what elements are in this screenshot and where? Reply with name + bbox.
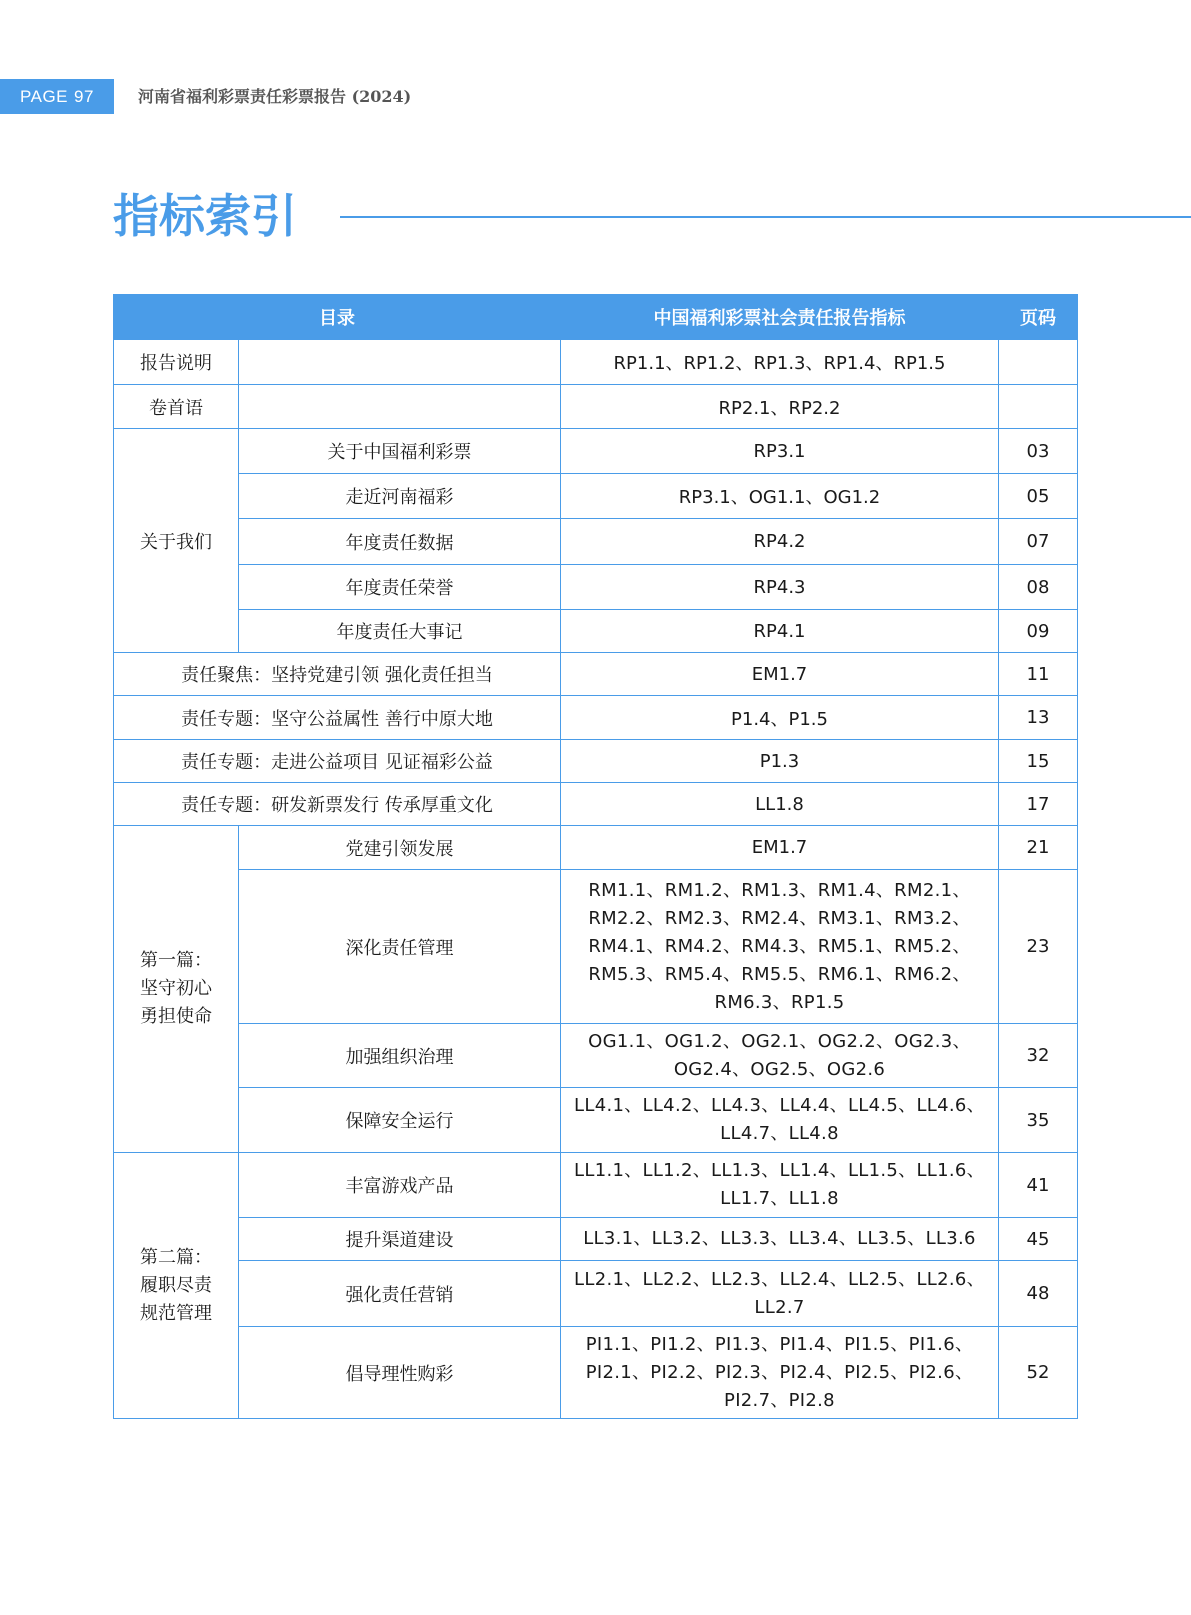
table-row xyxy=(114,1327,1078,1419)
page-cell xyxy=(999,385,1078,429)
indicator-cell: LL3.1、LL3.2、LL3.3、LL3.4、LL3.5、LL3.6 xyxy=(561,1218,999,1261)
table-row xyxy=(114,1024,1078,1088)
indicator-cell: RP4.3 xyxy=(561,565,999,610)
page-number: 97 xyxy=(74,86,94,106)
page-cell: 32 xyxy=(999,1024,1078,1088)
table-row xyxy=(114,610,1078,653)
row-label: 报告说明 xyxy=(114,340,239,385)
page-cell: 11 xyxy=(999,653,1078,696)
item-label: 丰富游戏产品 xyxy=(239,1153,561,1218)
table-row xyxy=(114,826,1078,870)
item-label: 深化责任管理 xyxy=(239,870,561,1024)
indicator-cell: P1.3 xyxy=(561,740,999,783)
item-label: 提升渠道建设 xyxy=(239,1218,561,1261)
indicator-cell: RP4.2 xyxy=(561,519,999,565)
feature-label: 责任专题：研发新票发行 传承厚重文化 xyxy=(114,783,561,826)
indicator-cell: LL1.8 xyxy=(561,783,999,826)
table-row xyxy=(114,340,1078,385)
table-row xyxy=(114,385,1078,429)
item-label: 走近河南福彩 xyxy=(239,474,561,519)
section-line: 第一篇： xyxy=(140,950,212,971)
indicator-cell: PI1.1、PI1.2、PI1.3、PI1.4、PI1.5、PI1.6、PI2.1、PI2.2、PI2.3、PI2.4、PI2.5、PI2.6、PI2.7、PI2.8 xyxy=(561,1327,999,1419)
indicator-cell: RP2.1、RP2.2 xyxy=(561,385,999,429)
report-title: 河南省福利彩票责任彩票报告 (2024) xyxy=(138,87,412,106)
page-cell: 41 xyxy=(999,1153,1078,1218)
page-number-tab xyxy=(0,79,114,114)
indicator-cell: LL2.1、LL2.2、LL2.3、LL2.4、LL2.5、LL2.6、LL2.7 xyxy=(561,1261,999,1327)
indicator-cell: LL4.1、LL4.2、LL4.3、LL4.4、LL4.5、LL4.6、LL4.7、LL4.8 xyxy=(561,1088,999,1153)
page-cell: 17 xyxy=(999,783,1078,826)
item-label: 强化责任营销 xyxy=(239,1261,561,1327)
page-cell xyxy=(999,340,1078,385)
table-row xyxy=(114,565,1078,610)
feature-label: 责任专题：走进公益项目 见证福彩公益 xyxy=(114,740,561,783)
indicator-cell: LL1.1、LL1.2、LL1.3、LL1.4、LL1.5、LL1.6、LL1.7、LL1.8 xyxy=(561,1153,999,1218)
item-label: 年度责任荣誉 xyxy=(239,565,561,610)
item-label: 关于中国福利彩票 xyxy=(239,429,561,474)
header-page: 页码 xyxy=(999,295,1078,340)
item-label: 倡导理性购彩 xyxy=(239,1327,561,1419)
indicator-cell: RP4.1 xyxy=(561,610,999,653)
page-cell: 03 xyxy=(999,429,1078,474)
item-label: 年度责任数据 xyxy=(239,519,561,565)
empty-cell xyxy=(239,385,561,429)
indicator-cell: OG1.1、OG1.2、OG2.1、OG2.2、OG2.3、OG2.4、OG2.5、OG2.6 xyxy=(561,1024,999,1088)
page-cell: 23 xyxy=(999,870,1078,1024)
table-row xyxy=(114,429,1078,474)
item-label: 保障安全运行 xyxy=(239,1088,561,1153)
page-cell: 08 xyxy=(999,565,1078,610)
row-label: 卷首语 xyxy=(114,385,239,429)
header-indicators: 中国福利彩票社会责任报告指标 xyxy=(561,295,999,340)
indicator-cell: EM1.7 xyxy=(561,653,999,696)
section-label: 关于我们 xyxy=(114,429,239,653)
section-line: 履职尽责 xyxy=(140,1274,212,1296)
indicator-cell: RP3.1、OG1.1、OG1.2 xyxy=(561,474,999,519)
table-row xyxy=(114,1153,1078,1218)
table-row xyxy=(114,1088,1078,1153)
feature-label: 责任聚焦：坚持党建引领 强化责任担当 xyxy=(114,653,561,696)
table-row xyxy=(114,1218,1078,1261)
page-cell: 48 xyxy=(999,1261,1078,1327)
page-heading: 指标索引 xyxy=(113,189,297,243)
section-line: 规范管理 xyxy=(140,1302,212,1324)
indicator-cell: RP1.1、RP1.2、RP1.3、RP1.4、RP1.5 xyxy=(561,340,999,385)
page-cell: 09 xyxy=(999,610,1078,653)
table-row xyxy=(114,1261,1078,1327)
page-cell: 45 xyxy=(999,1218,1078,1261)
section-label xyxy=(114,1153,239,1419)
page-cell: 52 xyxy=(999,1327,1078,1419)
page-cell: 05 xyxy=(999,474,1078,519)
item-label: 年度责任大事记 xyxy=(239,610,561,653)
indicator-cell: EM1.7 xyxy=(561,826,999,870)
page-cell: 35 xyxy=(999,1088,1078,1153)
section-label xyxy=(114,826,239,1153)
section-line: 勇担使命 xyxy=(140,1006,212,1027)
indicator-cell: P1.4、P1.5 xyxy=(561,696,999,740)
header-contents: 目录 xyxy=(114,295,561,340)
table-row xyxy=(114,870,1078,1024)
page-cell: 13 xyxy=(999,696,1078,740)
page-cell: 21 xyxy=(999,826,1078,870)
page-label: PAGE xyxy=(20,86,69,106)
heading-rule xyxy=(340,216,1191,218)
page-cell: 15 xyxy=(999,740,1078,783)
item-label: 加强组织治理 xyxy=(239,1024,561,1088)
page-cell: 07 xyxy=(999,519,1078,565)
section-line: 坚守初心 xyxy=(140,978,212,999)
table-row xyxy=(114,519,1078,565)
feature-label: 责任专题：坚守公益属性 善行中原大地 xyxy=(114,696,561,740)
section-line: 第二篇： xyxy=(140,1246,212,1268)
indicator-cell: RP3.1 xyxy=(561,429,999,474)
table-header-row xyxy=(114,295,1078,340)
indicator-cell: RM1.1、RM1.2、RM1.3、RM1.4、RM2.1、RM2.2、RM2.3、RM2.4、RM3.1、RM3.2、RM4.1、RM4.2、RM4.3、RM5.1、RM5.2、RM5.3、RM5.4、RM5.5、RM6.1、RM6.2、RM6.3、RP1.5 xyxy=(561,870,999,1024)
empty-cell xyxy=(239,340,561,385)
table-row xyxy=(114,696,1078,740)
table-row xyxy=(114,653,1078,696)
indicator-index-table xyxy=(113,294,1078,1419)
table-row xyxy=(114,740,1078,783)
table-row xyxy=(114,783,1078,826)
table-row xyxy=(114,474,1078,519)
item-label: 党建引领发展 xyxy=(239,826,561,870)
